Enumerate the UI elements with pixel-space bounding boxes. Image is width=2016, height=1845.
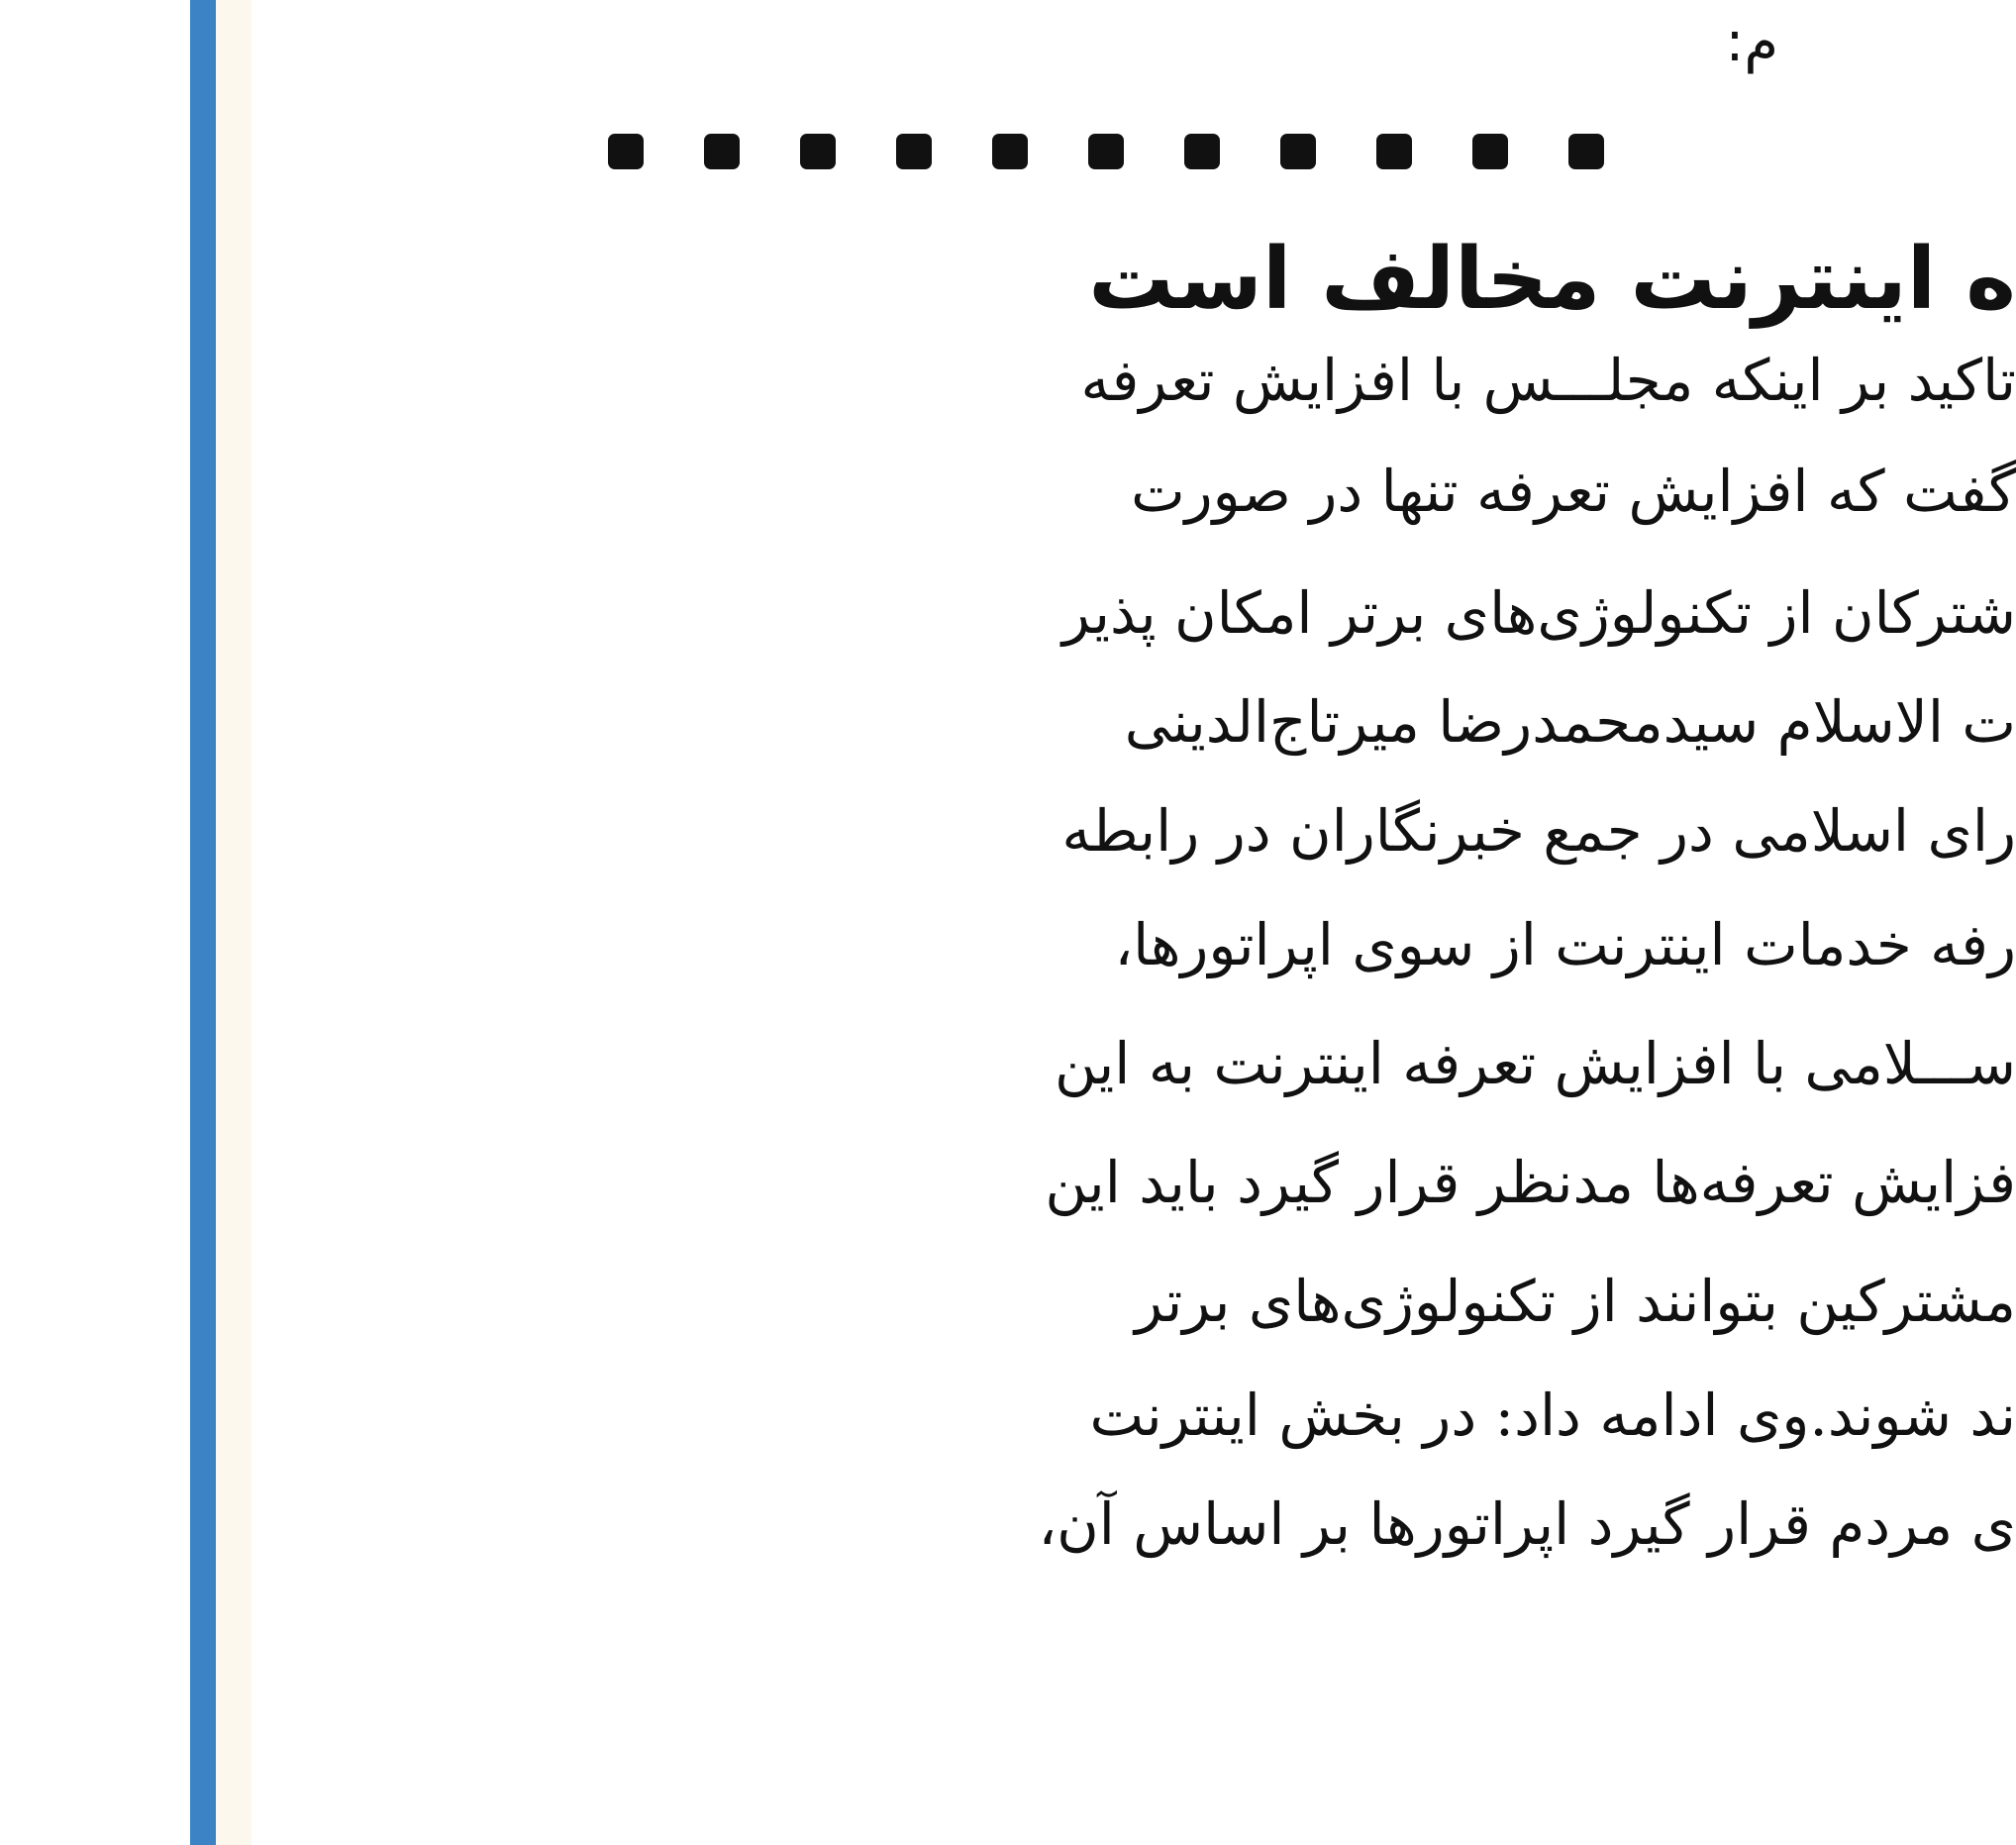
separator-dot bbox=[704, 134, 740, 169]
separator-dot bbox=[1088, 134, 1124, 169]
body-line: ت الاسلام سیدمحمدرضا میرتاج‌الدینی bbox=[1124, 688, 2016, 756]
body-line: ی مردم قرار گیرد اپراتورها بر اساس آن، bbox=[1038, 1490, 2016, 1558]
dot-separator bbox=[608, 134, 1796, 173]
separator-dot bbox=[1184, 134, 1220, 169]
body-line: تاکید بر اینکه مجلـــس با افزایش تعرفه bbox=[1080, 347, 2016, 414]
headline: ه اینترنت مخالف است bbox=[1088, 230, 2016, 329]
body-line: فزایش تعرفه‌ها مدنظر قرار گیرد باید این bbox=[1045, 1149, 2016, 1216]
separator-dot bbox=[800, 134, 836, 169]
separator-dot bbox=[1568, 134, 1604, 169]
body-line: شترکان از تکنولوژی‌های برتر امکان پذیر bbox=[1061, 579, 2016, 647]
separator-dot bbox=[608, 134, 644, 169]
separator-dot bbox=[1472, 134, 1508, 169]
byline-fragment: م: bbox=[1725, 10, 1778, 74]
left-margin bbox=[0, 0, 190, 1845]
body-line: گفت که افزایش تعرفه تنها در صورت bbox=[1131, 458, 2016, 525]
separator-dot bbox=[1280, 134, 1316, 169]
column-rule bbox=[190, 0, 216, 1845]
body-line: ند شوند.وی ادامه داد: در بخش اینترنت bbox=[1089, 1382, 2016, 1449]
article-content bbox=[252, 0, 2016, 1845]
separator-dot bbox=[896, 134, 932, 169]
body-line: ســـلامی با افزایش تعرفه اینترنت به این bbox=[1054, 1030, 2016, 1097]
body-line: رفه خدمات اینترنت از سوی اپراتورها، bbox=[1114, 911, 2016, 978]
body-line: رای اسلامی در جمع خبرنگاران در رابطه bbox=[1061, 797, 2016, 865]
separator-dot bbox=[992, 134, 1028, 169]
article-column bbox=[216, 0, 2016, 1845]
body-line: مشترکین بتوانند از تکنولوژی‌های برتر bbox=[1135, 1268, 2016, 1335]
separator-dot bbox=[1376, 134, 1412, 169]
